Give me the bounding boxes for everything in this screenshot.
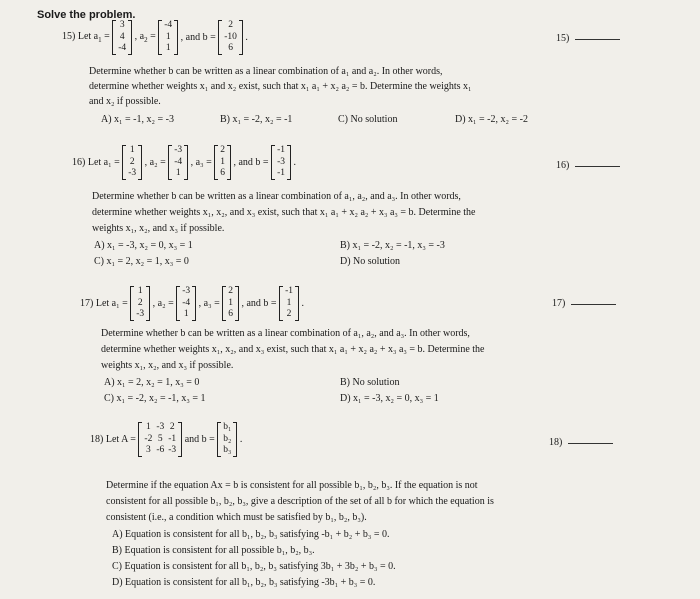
p18-line2: consistent for all possible b₁, b₂, b₃, give a description of the set of all b for which the equation is [106, 496, 494, 507]
cell: -1 [277, 168, 285, 178]
cell: -1 [277, 145, 285, 155]
p18-option-c[interactable]: C) Equation is consistent for all b₁, b₂, b₃ satisfying 3b₁ + 3b₂ + b₃ = 0. [112, 561, 396, 572]
cell: 2 [228, 286, 233, 296]
p18-option-b[interactable]: B) Equation is consistent for all possible b₁, b₂, b₃. [112, 545, 315, 556]
cell: -1 [168, 433, 177, 444]
cell: -1 [285, 286, 293, 296]
cell: -2 [144, 433, 153, 444]
p16-vector-a3 [214, 145, 231, 180]
answer-line [575, 38, 620, 40]
cell: -3 [168, 445, 177, 455]
p16-and-b: , and b = [233, 156, 269, 168]
p17-option-b[interactable]: B) No solution [340, 377, 400, 388]
cell: b₃ [223, 445, 232, 455]
p16-option-a[interactable]: A) x₁ = -3, x₂ = 0, x₃ = 1 [94, 240, 193, 251]
p17-vector-b [279, 286, 299, 321]
p18-option-d[interactable]: D) Equation is consistent for all b₁, b₂, b₃ satisfying -3b₁ + b₃ = 0. [112, 577, 376, 588]
p16-label: 16) Let a₁ = [72, 156, 120, 168]
p17-a2-label: , a₂ = [152, 297, 174, 309]
p15-line3: and x₂ if possible. [89, 96, 161, 107]
p16-line1: Determine whether b can be written as a linear combination of a₁, a₂, and a₃. In other words, [92, 191, 461, 202]
cell: -3 [174, 145, 183, 155]
p18-matrix-A [138, 422, 182, 457]
p17-and-b: , and b = [241, 297, 277, 309]
p18-line1: Determine if the equation Ax = b is consistent for all possible b₁, b₂, b₃. If the equation is not [106, 480, 478, 491]
p16-answer-number: 16) [556, 160, 570, 171]
p18-answer-slot[interactable] [549, 437, 613, 448]
cell: -3 [128, 168, 137, 178]
p17-option-d[interactable]: D) x₁ = -3, x₂ = 0, x₃ = 1 [340, 393, 439, 404]
p16-line3: weights x₁, x₂, and x₃ if possible. [92, 223, 225, 234]
p15-vector-b [218, 20, 243, 55]
cell: 6 [220, 168, 225, 178]
p17-vector-a1 [130, 286, 150, 321]
p18-answer-number: 18) [549, 437, 563, 448]
answer-line [568, 442, 613, 444]
answer-line [571, 303, 616, 305]
cell: 2 [129, 156, 135, 167]
p18-label: 18) Let A = [90, 433, 136, 445]
p15-option-a[interactable]: A) x₁ = -1, x₂ = -3 [101, 114, 174, 125]
p18-and-b: and b = [184, 433, 215, 445]
p15-label: 15) Let $a_1$ = [62, 30, 110, 44]
cell: 1 [228, 297, 233, 308]
p15-option-c[interactable]: C) No solution [338, 114, 398, 125]
p15-answer-number: 15) [556, 33, 570, 44]
p15-vector-a2 [158, 20, 178, 55]
problem-15-statement: 15) Let $a_1$ = 3 4 -4 , $a_2$ = -4 1 1 , and b = 2 -10 6 . [62, 20, 248, 53]
cell: -4 [164, 20, 173, 30]
p16-vector-b [271, 145, 291, 180]
p17-answer-number: 17) [552, 298, 566, 309]
problem-16-statement: 16) Let a₁ = 1 2 -3 , a₂ = -3 -4 1 , a₃ = 2 1 6 , and b = -1 -3 -1 . [72, 145, 296, 178]
p15-option-d[interactable]: D) x₁ = -2, x₂ = -2 [455, 114, 528, 125]
cell: 1 [146, 422, 151, 432]
cell: 3 [146, 445, 151, 455]
p18-option-a[interactable]: A) Equation is consistent for all b₁, b₂, b₃ satisfying -b₁ + b₂ + b₃ = 0. [112, 529, 390, 540]
p17-answer-slot[interactable] [552, 298, 616, 309]
cell: 1 [129, 145, 135, 155]
cell: 2 [286, 309, 292, 319]
cell: 1 [165, 43, 171, 53]
cell: 2 [137, 297, 143, 308]
section-title: Solve the problem. [37, 9, 136, 21]
p15-line2: determine whether weights x₁ and x₂ exist, such that x₁ a₁ + x₂ a₂ = b. Determine the weights x₁ [89, 81, 472, 92]
cell: -6 [156, 445, 165, 455]
cell: -3 [136, 309, 145, 319]
p16-line2: determine whether weights x₁, x₂, and x₃ exist, such that x₁ a₁ + x₂ a₂ + x₃ a₃ = b. Determine the [92, 207, 476, 218]
cell: 2 [228, 20, 233, 30]
p16-option-d[interactable]: D) No solution [340, 256, 400, 267]
p15-option-b[interactable]: B) x₁ = -2, x₂ = -1 [220, 114, 293, 125]
cell: 1 [175, 168, 181, 178]
cell: 3 [119, 20, 125, 30]
cell: 1 [286, 297, 292, 308]
cell: 1 [165, 31, 171, 42]
p18-vector-b [217, 422, 237, 457]
p17-line2: determine whether weights x₁, x₂, and x₃ exist, such that x₁ a₁ + x₂ a₂ + x₃ a₃ = b. Determine the [101, 344, 485, 355]
p17-line1: Determine whether b can be written as a linear combination of a₁, a₂, and a₃. In other words, [101, 328, 470, 339]
p17-vector-a3 [222, 286, 239, 321]
p17-a3-label: , a₃ = [198, 297, 220, 309]
cell: 2 [169, 422, 175, 432]
p15-a2-label: , $a_2$ = [134, 30, 156, 44]
cell: 4 [119, 31, 125, 42]
cell: 1 [137, 286, 143, 296]
p16-answer-slot[interactable] [556, 160, 620, 171]
cell: 1 [220, 156, 225, 167]
cell: -10 [224, 31, 237, 42]
p17-option-c[interactable]: C) x₁ = -2, x₂ = -1, x₃ = 1 [104, 393, 206, 404]
cell: 5 [157, 433, 163, 444]
p16-a3-label: , a₃ = [190, 156, 212, 168]
p16-option-b[interactable]: B) x₁ = -2, x₂ = -1, x₃ = -3 [340, 240, 445, 251]
p16-vector-a1 [122, 145, 142, 180]
p17-line3: weights x₁, x₂, and x₃ if possible. [101, 360, 234, 371]
p17-option-a[interactable]: A) x₁ = 2, x₂ = 1, x₃ = 0 [104, 377, 200, 388]
cell: 1 [183, 309, 189, 319]
p16-vector-a2 [168, 145, 188, 180]
cell: 2 [220, 145, 225, 155]
cell: 6 [228, 309, 233, 319]
cell: b₂ [223, 433, 232, 444]
cell: 6 [228, 43, 233, 53]
cell: -3 [156, 422, 165, 432]
p15-line1: Determine whether b can be written as a linear combination of a₁ and a₂. In other words, [89, 66, 443, 77]
p18-line3: consistent (i.e., a condition which must be satisfied by b₁, b₂, b₃). [106, 512, 367, 523]
cell: b₁ [223, 422, 232, 432]
cell: -4 [182, 297, 191, 308]
cell: -4 [118, 43, 127, 53]
problem-18-statement: 18) Let A = 1 -3 2 -2 5 -1 3 -6 -3 and b = b₁ b₂ b₃ . [90, 422, 243, 455]
p15-answer-slot[interactable] [556, 33, 620, 44]
p16-option-c[interactable]: C) x₁ = 2, x₂ = 1, x₃ = 0 [94, 256, 189, 267]
problem-17-statement: 17) Let a₁ = 1 2 -3 , a₂ = -3 -4 1 , a₃ = 2 1 6 , and b = -1 1 2 . [80, 286, 304, 319]
answer-line [575, 165, 620, 167]
p16-a2-label: , a₂ = [144, 156, 166, 168]
p17-vector-a2 [176, 286, 196, 321]
p15-vector-a1 [112, 20, 132, 55]
cell: -3 [277, 156, 285, 167]
cell: -4 [174, 156, 183, 167]
p15-and-b: , and b = [180, 31, 216, 43]
cell: -3 [182, 286, 191, 296]
p17-label: 17) Let a₁ = [80, 297, 128, 309]
